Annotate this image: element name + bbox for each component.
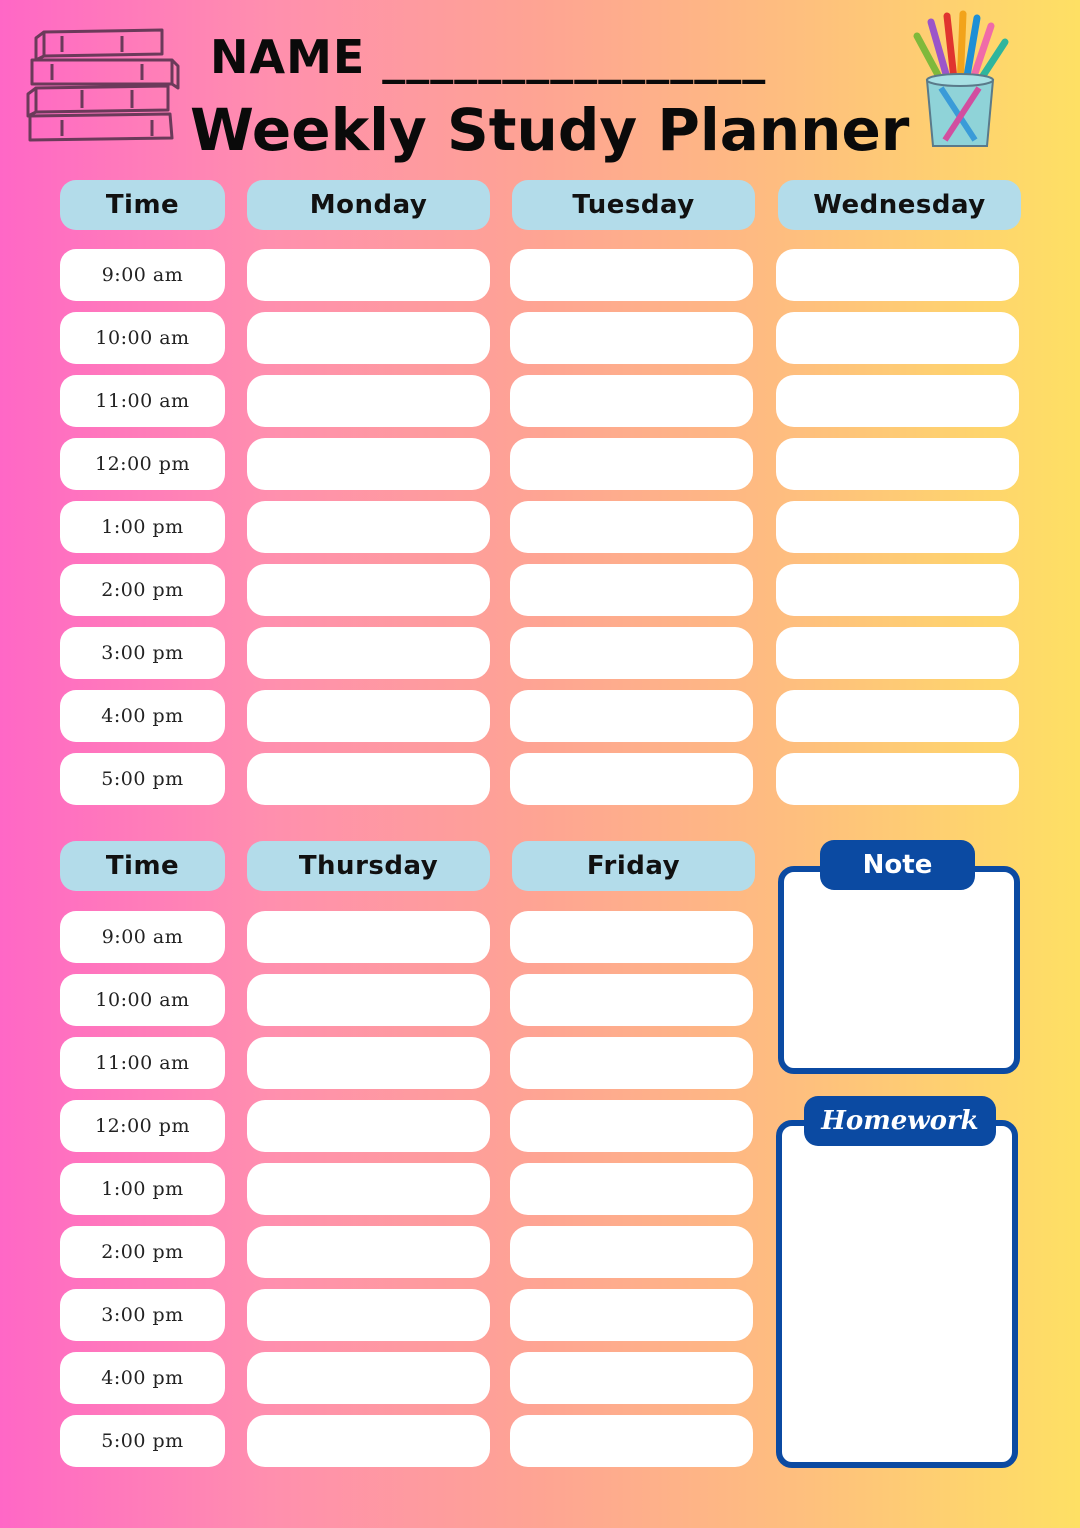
- section2-time-cell: 1:00 pm: [60, 1163, 225, 1215]
- friday-slot[interactable]: [510, 1163, 753, 1215]
- tuesday-slot[interactable]: [510, 438, 753, 490]
- stacked-books-icon: [22, 24, 182, 144]
- thursday-slot[interactable]: [247, 1289, 490, 1341]
- wednesday-slot[interactable]: [776, 375, 1019, 427]
- section2-time-cell: 11:00 am: [60, 1037, 225, 1089]
- friday-slot[interactable]: [510, 1352, 753, 1404]
- section1-header-monday: Monday: [247, 180, 490, 230]
- thursday-slot[interactable]: [247, 1100, 490, 1152]
- tuesday-slot[interactable]: [510, 375, 753, 427]
- section1-time-cell: 2:00 pm: [60, 564, 225, 616]
- wednesday-slot[interactable]: [776, 753, 1019, 805]
- note-box[interactable]: [778, 866, 1020, 1074]
- section1-header-time: Time: [60, 180, 225, 230]
- monday-slot[interactable]: [247, 375, 490, 427]
- tuesday-slot[interactable]: [510, 753, 753, 805]
- tuesday-slot[interactable]: [510, 627, 753, 679]
- friday-slot[interactable]: [510, 1037, 753, 1089]
- thursday-slot[interactable]: [247, 1352, 490, 1404]
- section2-time-cell: 5:00 pm: [60, 1415, 225, 1467]
- section1-header-wednesday: Wednesday: [778, 180, 1021, 230]
- section2-time-cell: 4:00 pm: [60, 1352, 225, 1404]
- section2-time-cell: 12:00 pm: [60, 1100, 225, 1152]
- friday-slot[interactable]: [510, 1100, 753, 1152]
- section1-time-cell: 11:00 am: [60, 375, 225, 427]
- wednesday-slot[interactable]: [776, 438, 1019, 490]
- monday-slot[interactable]: [247, 564, 490, 616]
- section1-time-cell: 5:00 pm: [60, 753, 225, 805]
- friday-slot[interactable]: [510, 1226, 753, 1278]
- section1-time-cell: 12:00 pm: [60, 438, 225, 490]
- section2-header-time: Time: [60, 841, 225, 891]
- tuesday-slot[interactable]: [510, 690, 753, 742]
- section2-time-cell: 2:00 pm: [60, 1226, 225, 1278]
- tuesday-slot[interactable]: [510, 564, 753, 616]
- section1-time-cell: 4:00 pm: [60, 690, 225, 742]
- tuesday-slot[interactable]: [510, 501, 753, 553]
- monday-slot[interactable]: [247, 690, 490, 742]
- friday-slot[interactable]: [510, 974, 753, 1026]
- monday-slot[interactable]: [247, 249, 490, 301]
- tuesday-slot[interactable]: [510, 249, 753, 301]
- monday-slot[interactable]: [247, 501, 490, 553]
- wednesday-slot[interactable]: [776, 627, 1019, 679]
- thursday-slot[interactable]: [247, 1226, 490, 1278]
- wednesday-slot[interactable]: [776, 249, 1019, 301]
- tuesday-slot[interactable]: [510, 312, 753, 364]
- friday-slot[interactable]: [510, 911, 753, 963]
- thursday-slot[interactable]: [247, 1415, 490, 1467]
- thursday-slot[interactable]: [247, 1163, 490, 1215]
- section1-header-tuesday: Tuesday: [512, 180, 755, 230]
- monday-slot[interactable]: [247, 312, 490, 364]
- wednesday-slot[interactable]: [776, 312, 1019, 364]
- section2-header-thursday: Thursday: [247, 841, 490, 891]
- friday-slot[interactable]: [510, 1415, 753, 1467]
- name-field-label: NAME ________________: [210, 30, 767, 84]
- section1-time-cell: 3:00 pm: [60, 627, 225, 679]
- section2-time-cell: 10:00 am: [60, 974, 225, 1026]
- wednesday-slot[interactable]: [776, 690, 1019, 742]
- monday-slot[interactable]: [247, 753, 490, 805]
- pencil-cup-icon: [905, 8, 1015, 150]
- monday-slot[interactable]: [247, 627, 490, 679]
- friday-slot[interactable]: [510, 1289, 753, 1341]
- section1-time-cell: 9:00 am: [60, 249, 225, 301]
- thursday-slot[interactable]: [247, 911, 490, 963]
- note-label: Note: [820, 840, 975, 890]
- monday-slot[interactable]: [247, 438, 490, 490]
- thursday-slot[interactable]: [247, 974, 490, 1026]
- section1-time-cell: 10:00 am: [60, 312, 225, 364]
- thursday-slot[interactable]: [247, 1037, 490, 1089]
- page-title: Weekly Study Planner: [190, 96, 910, 164]
- homework-box[interactable]: [776, 1120, 1018, 1468]
- section2-time-cell: 3:00 pm: [60, 1289, 225, 1341]
- section1-time-cell: 1:00 pm: [60, 501, 225, 553]
- wednesday-slot[interactable]: [776, 501, 1019, 553]
- homework-label: Homework: [804, 1096, 996, 1146]
- section2-time-cell: 9:00 am: [60, 911, 225, 963]
- section2-header-friday: Friday: [512, 841, 755, 891]
- wednesday-slot[interactable]: [776, 564, 1019, 616]
